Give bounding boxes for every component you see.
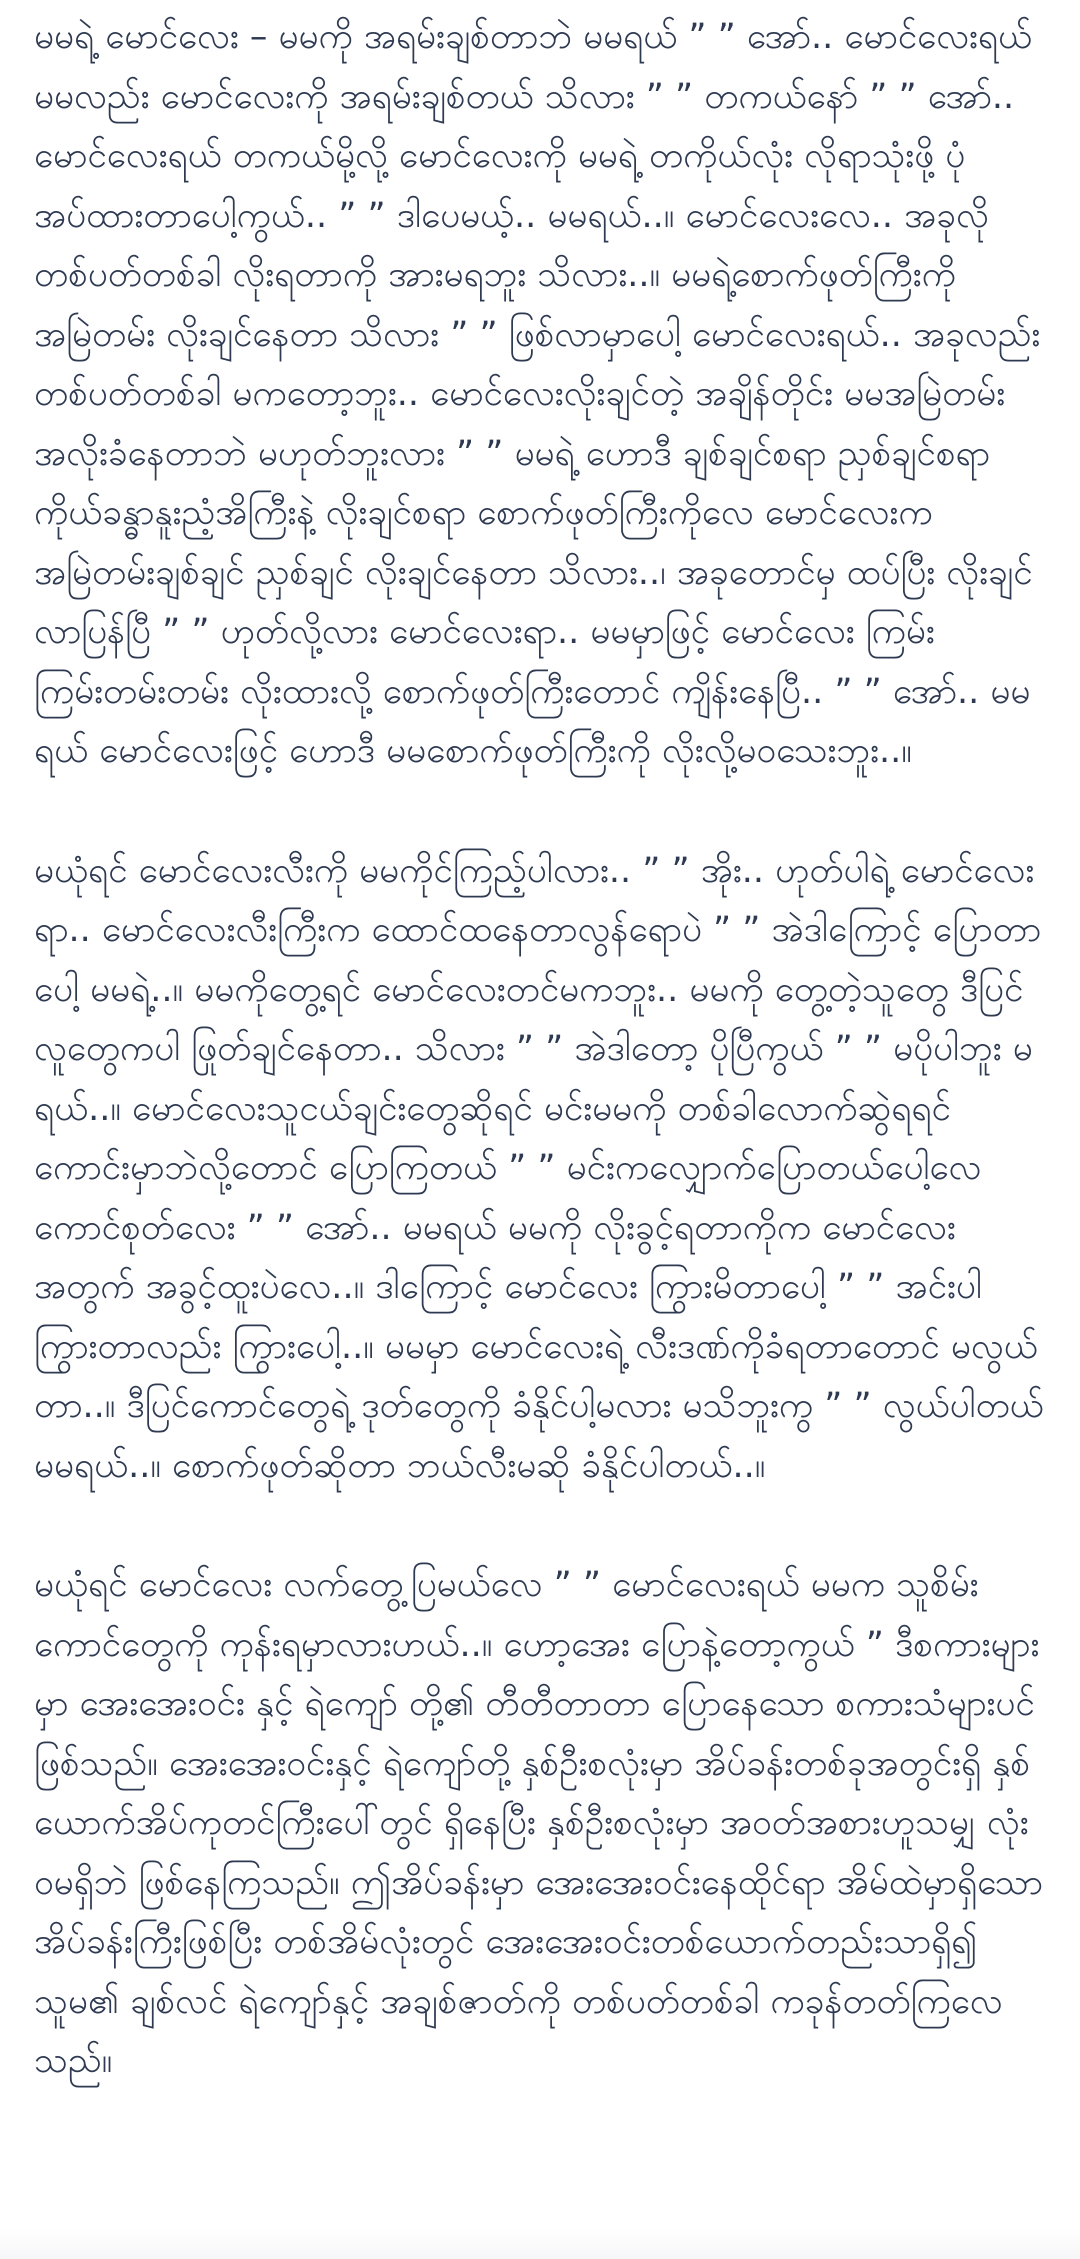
bottom-edge-shadow <box>0 2229 1080 2259</box>
article-paragraph-1: မမရဲ့ မောင်လေး – မမကို အရမ်းချစ်တာဘဲ မမရယ် ” ” အော်.. မောင်လေးရယ် မမလည်း မောင်လေးကို အရမ်းချစ်တယ် သိလား ” ” တကယ်နော် ” ” အော်.. မောင်လေးရယ် တကယ်မို့လို့ မောင်လေးကို မမရဲ့ တကိုယ်လုံး လိုရာသုံးဖို့ ပုံအပ်ထားတာပေါ့ကွယ်.. ” ” ဒါပေမယ့်.. မမရယ်..။ မောင်လေးလေ.. အခုလို တစ်ပတ်တစ်ခါ လိုးရတာကို အားမရဘူး သိလား..။ မမရဲ့စောက်ဖုတ်ကြီးကို အမြဲတမ်း လိုးချင်နေတာ သိလား ” ” ဖြစ်လာမှာပေါ့ မောင်လေးရယ်.. အခုလည်း တစ်ပတ်တစ်ခါ မကတော့ဘူး.. မောင်လေးလိုးချင်တဲ့ အချိန်တိုင်း မမအမြဲတမ်း အလိုးခံနေတာဘဲ မဟုတ်ဘူးလား ” ” မမရဲ့ ဟောဒီ ချစ်ချင်စရာ ညှစ်ချင်စရာ ကိုယ်ခန္ဓာနူးညံ့အိကြီးနဲ့ လိုးချင်စရာ စောက်ဖုတ်ကြီးကိုလေ မောင်လေးက အမြဲတမ်းချစ်ချင် ညှစ်ချင် လိုးချင်နေတာ သိလား..၊ အခုတောင်မှ ထပ်ပြီး လိုးချင်လာပြန်ပြီ ” ” ဟုတ်လို့လား မောင်လေးရာ.. မမမှာဖြင့် မောင်လေး ကြမ်းကြမ်းတမ်းတမ်း လိုးထားလို့ စောက်ဖုတ်ကြီးတောင် ကျိန်းနေပြီ.. ” ” အော်.. မမရယ် မောင်လေးဖြင့် ဟောဒီ မမစောက်ဖုတ်ကြီးကို လိုးလို့မဝသေးဘူး..။ <box>34 17 1041 771</box>
article-paragraph-2: မယုံရင် မောင်လေးလီးကို မမကိုင်ကြည့်ပါလား.. ” ” အိုး.. ဟုတ်ပါရဲ့ မောင်လေးရာ.. မောင်လေးလီးကြီးက ထောင်ထနေတာလွန်ရောပဲ ” ” အဲဒါကြောင့် ပြောတာပေါ့ မမရဲ့..။ မမကိုတွေ့ရင် မောင်လေးတင်မကဘူး.. မမကို တွေ့တဲ့သူတွေ ဒီပြင်လူတွေကပါ ဖြုတ်ချင်နေတာ.. သိလား ” ” အဲဒါတော့ ပိုပြီကွယ် ” ” မပိုပါဘူး မရယ်..။ မောင်လေးသူငယ်ချင်းတွေဆိုရင် မင်းမမကို တစ်ခါလောက်ဆွဲရရင် ကောင်းမှာဘဲလို့တောင် ပြောကြတယ် ” ” မင်းကလျှောက်ပြောတယ်ပေါ့လေ ကောင်စုတ်လေး ” ” အော်.. မမရယ် မမကို လိုးခွင့်ရတာကိုက မောင်လေးအတွက် အခွင့်ထူးပဲလေ..။ ဒါကြောင့် မောင်လေး ကြွားမိတာပေါ့ ” ” အင်းပါ ကြွားတာလည်း ကြွားပေါ့..။ မမမှာ မောင်လေးရဲ့ လီးဒဏ်ကိုခံရတာတောင် မလွယ်တာ..။ ဒီပြင်ကောင်တွေရဲ့ ဒုတ်တွေကို ခံနိုင်ပါ့မလား မသိဘူးကွ ” ” လွယ်ပါတယ် မမရယ်..။ စောက်ဖုတ်ဆိုတာ ဘယ်လီးမဆို ခံနိုင်ပါတယ်..။ <box>34 850 1044 1486</box>
article-paragraph-3: မယုံရင် မောင်လေး လက်တွေ့ပြမယ်လေ ” ” မောင်လေးရယ် မမက သူစိမ်းကောင်တွေကို ကုန်းရမှာလားဟယ်..။ ဟော့အေး ပြောနဲ့တော့ကွယ် ” ဒီစကားများမှာ အေးအေးဝင်း နှင့် ရဲကျော် တို့၏ တီတီတာတာ ပြောနေသော စကားသံများပင် ဖြစ်သည်။ အေးအေးဝင်းနှင့် ရဲကျော်တို့ နှစ်ဦးစလုံးမှာ အိပ်ခန်းတစ်ခုအတွင်းရှိ နှစ်ယောက်အိပ်ကုတင်ကြီးပေါ်တွင် ရှိနေပြီး နှစ်ဦးစလုံးမှာ အဝတ်အစားဟူသမျှ လုံးဝမရှိဘဲ ဖြစ်နေကြသည်။ ဤအိပ်ခန်းမှာ အေးအေးဝင်းနေထိုင်ရာ အိမ်ထဲမှာရှိသော အိပ်ခန်းကြီးဖြစ်ပြီး တစ်အိမ်လုံးတွင် အေးအေးဝင်းတစ်ယောက်တည်းသာရှိ၍ သူမ၏ ချစ်လင် ရဲကျော်နှင့် အချစ်ဇာတ်ကို တစ်ပတ်တစ်ခါ ကခုန်တတ်ကြလေသည်။ <box>34 1565 1043 2081</box>
